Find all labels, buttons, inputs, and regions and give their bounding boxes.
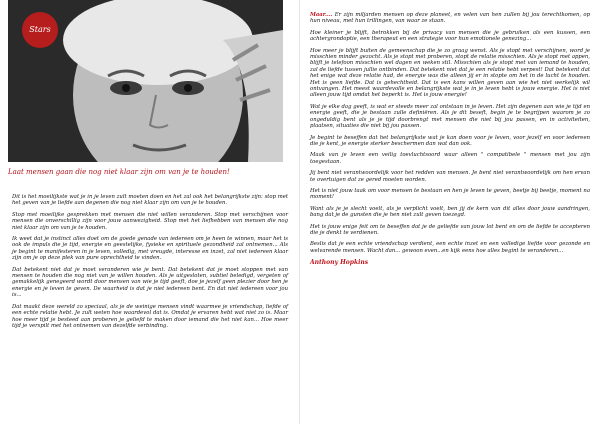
portrait-photo	[8, 0, 283, 162]
paragraph: Jij bent niet verantwoordelijk voor het redden van mensen. Je bent niet verantwoordelijk om hen ervan te overtuigen dat ze gered moeten worden.	[310, 170, 590, 183]
left-body-text	[12, 194, 288, 334]
right-body-text	[310, 12, 590, 267]
paragraph: Je begint te beseffen dat het belangrijkste wat je kan doen voor je leven, voor jezelf en voor iedereen die je kent, je energie sterker beschermen dan wat dan ook.	[310, 134, 590, 147]
paragraph: Dit is het moeilijkste wat je in je leven zult moeten doen en het zal ook het belangrijkste zijn: stop met het geven van je liefde aan degenen die nog niet klaar zijn om van je te houden.	[12, 194, 288, 207]
paragraph: Dat maakt deze wereld zo speciaal, als je de weinige mensen vindt waarmee je vriendschap, liefde of een echte relatie hebt. Je zult weten hoe waardevol dat is. Omdat je ervaren hebt wat niet zo is. Maar hoe meer tijd je besteed aan proberen je geliefd te maken door iemand die het niet kan... Hoe meer tijd je verspilt met het ontnemen van dezelfde verbinding.	[12, 303, 288, 329]
signature: Anthony Hopkins	[310, 259, 369, 267]
paragraph: Hoe kleiner je blijft, betrokken bij de privacy van mensen die je gebruiken als een kussen, een achtergrondoptie, een therapeut en een strategie voor hun emotionele genezing...	[310, 29, 590, 43]
headline: Laat mensen gaan die nog niet klaar zijn om van je te houden!	[8, 168, 230, 176]
stars-badge: Stars	[22, 12, 58, 48]
paragraph: Het is jouw enige feit om te beseffen dat je de geliefde van jouw lot bent en om de liefde te accepteren die je denkt te verdienen.	[310, 223, 590, 236]
paragraph: Wat je elke dag geeft, is wat er steeds meer zal ontstaan in je leven. Het zijn degenen aan wie je tijd en energie geeft, die je bestaan zulle definiëren. Als je dit beseft, begin je te begrijpen waarom je zo ongeduldig bent als je je tijd doorbrengt met mensen die niet bij jou passen, en in activiteiten, plaatsen, situaties die niet bij jou passen.	[310, 103, 590, 130]
paragraph: Ik weet dat je instinct alles doet om de goede genade van iedereen om je heen te winnen, maar het is ook de impuls die je tijd, energie en geestelijke, fysieke en spirituele gezondheid zal ontnemen... Als je begint te manifesteren in je leven, volledig, met vreugde, interesse en inzet, zal niet iedereen klaar zijn om je op deze plek van pure oprechtheid te vinden.	[12, 236, 288, 262]
paragraph: Beslis dat je een echte vriendschap verdient, een echte inzet en een volledige liefde voor gezonde en welvarende mensen. Wacht dan... gewoon even...en kijk eens hoe alles begint te veranderen...	[310, 241, 590, 254]
maar-label: Maar....	[310, 12, 333, 18]
right-page	[300, 0, 600, 424]
paragraph: Stop met moeilijke gesprekken met mensen die niet willen veranderen. Stop met verschijnen voor mensen die onverschillig zijn voor jouw aanwezigheid. Stop met het liefhebben van mensen die nog niet klaar zijn om van je te houden.	[12, 211, 288, 231]
intro-text: Er zijn miljarden mensen op deze planeet, en velen van hen zullen bij jou terechtkomen, op hun niveau, met hun trillingen, van waar ze staan.	[310, 12, 590, 25]
paragraph: Hoe meer je blijft buiten de gemeenschap die je zo graag wenst. Als je stopt met verschijnen, word je misschien minder gezocht. Als je stopt met proberen, stopt de relatie misschien. Als je stopt met appen, blijft je telefoon misschien wel dagen en weken stil. Misschien als je stopt met van iemand te houden, zal de liefde tussen jullie ontbinden. Dat betekent niet dat je een relatie hebt verpest! Dat betekent dat het enige wat deze relatie had, de energie was die alleen jij er in stopte om het in de lucht te houden. Het is geen liefde. Dat is gehechtheid. Dat is een kans willen geven aan wie het niet werkelijk wil ontvangen. Het meest waardevolle en belangrijkste wat je in je leven hebt is jouw energie. Het is niet alleen jouw tijd omdat het beperkt is. Het is jouw energie!	[310, 47, 590, 99]
paragraph: Maak van je leven een veilig toevluchtsoord waar alleen " compatibele " mensen met jou zijn toegestaan.	[310, 152, 590, 165]
paragraph: Het is niet jouw taak om voor mensen te bestaan en hen je leven te geven, beetje bij beetje, moment na moment!	[310, 187, 590, 201]
intro-paragraph	[310, 12, 590, 25]
paragraph: Dat betekent niet dat je moet veranderen wie je bent. Dat betekent dat je moet stoppen met van mensen te houden die nog niet van je willen houden. Als je uitgesloten, subtiel beledigd, vergeten of gemakkelijk genegeerd wordt door mensen van wie je tijd geeft, doe je jezelf geen plezier door hen je energie en je leven te geven. De waarheid is dat je niet iedereen bent. En dat niet iedereen voor jou is...	[12, 266, 288, 299]
paragraph: Want als je je slecht voelt, als je verplicht voelt, ben jij de kern van dit alles door jouw aandringen, bang dat je de gunsten die je hen niet zult geven toezegd.	[310, 205, 590, 219]
